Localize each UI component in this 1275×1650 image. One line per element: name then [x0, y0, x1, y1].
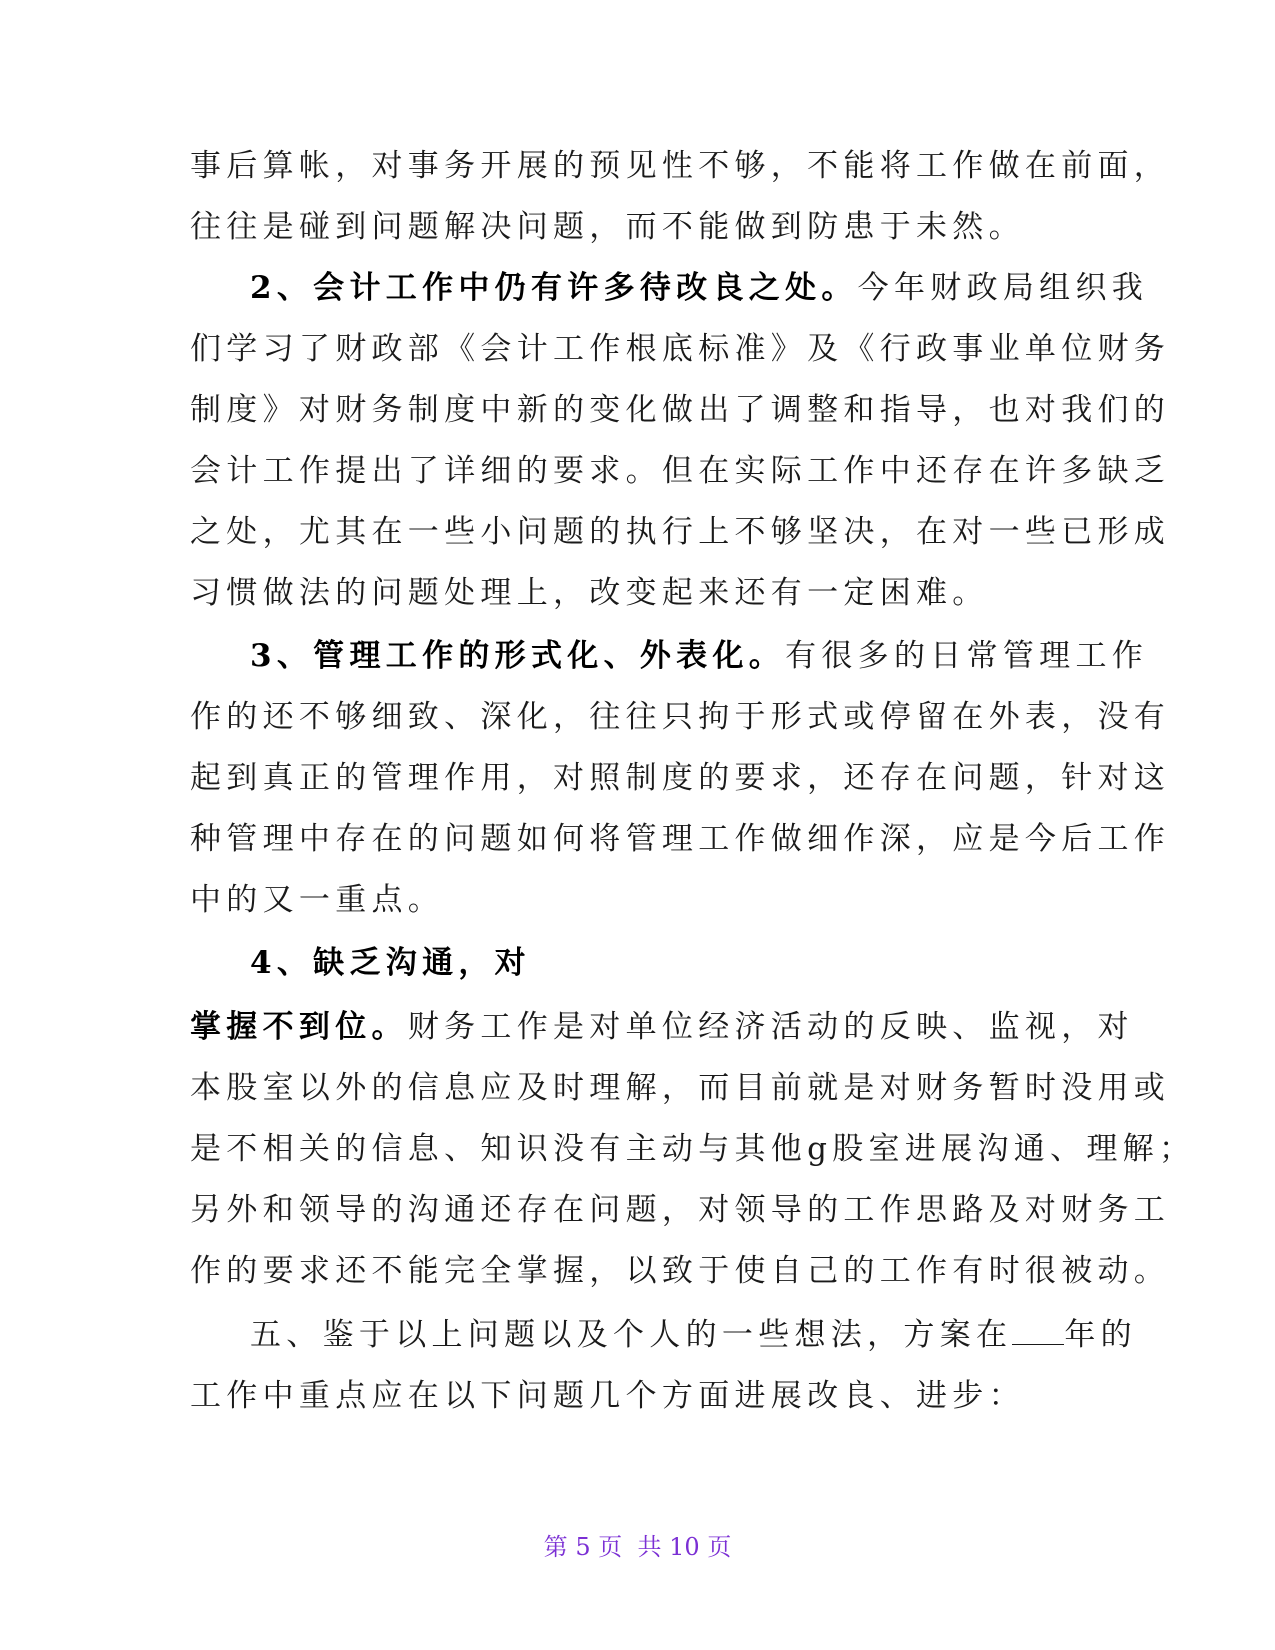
- footer-page-number: 5: [575, 1533, 591, 1561]
- paragraph-2-line-4: 会计工作提出了详细的要求。但在实际工作中还存在许多缺乏: [190, 453, 1171, 489]
- paragraph-3-line-3: 起到真正的管理作用，对照制度的要求，还存在问题，针对这: [190, 760, 1171, 796]
- paragraph-3-line-4: 种管理中存在的问题如何将管理工作做细作深，应是今后工作: [190, 821, 1171, 857]
- paragraph-5-line-1: [250, 1315, 1150, 1355]
- paragraph-3-heading: 3、管理工作的形式化、外表化。: [250, 638, 786, 674]
- paragraph-1-line-2: 往往是碰到问题解决问题，而不能做到防患于未然。: [190, 209, 1025, 245]
- paragraph-2-line-3: 制度》对财务制度中新的变化做出了调整和指导，也对我们的: [190, 392, 1171, 428]
- year-blank: [1012, 1318, 1064, 1345]
- page-footer: [0, 1532, 1275, 1562]
- paragraph-4-line-6: 作的要求还不能完全掌握，以致于使自己的工作有时很被动。: [190, 1253, 1171, 1289]
- paragraph-4-line-5: 另外和领导的沟通还存在问题，对领导的工作思路及对财务工: [190, 1192, 1171, 1228]
- paragraph-2-heading: 2、会计工作中仍有许多待改良之处。: [250, 270, 858, 306]
- paragraph-3-line-2: 作的还不够细致、深化，往往只拘于形式或停留在外表，没有: [190, 699, 1171, 735]
- paragraph-2-line-1: [250, 268, 1150, 308]
- paragraph-2-text: 今年财政局组织我: [857, 270, 1149, 306]
- paragraph-5-line-2: 工作中重点应在以下问题几个方面进展改良、进步：: [190, 1378, 1025, 1414]
- footer-prefix: 第: [543, 1533, 568, 1561]
- paragraph-4-line-2: [190, 1007, 1134, 1047]
- footer-middle: 页 共: [598, 1533, 662, 1561]
- paragraph-5-text-a: 五、鉴于以上问题以及个人的一些想法，方案在: [250, 1317, 1013, 1353]
- paragraph-2-line-2: 们学习了财政部《会计工作根底标准》及《行政事业单位财务: [190, 331, 1171, 367]
- paragraph-4-text: 财务工作是对单位经济活动的反映、监视，对: [407, 1009, 1134, 1045]
- paragraph-2-line-6: 习惯做法的问题处理上，改变起来还有一定困难。: [190, 575, 989, 611]
- paragraph-2-line-5: 之处，尤其在一些小问题的执行上不够坚决，在对一些已形成: [190, 514, 1171, 550]
- paragraph-4-heading-line-2: 掌握不到位。: [190, 1009, 408, 1045]
- footer-suffix: 页: [707, 1533, 732, 1561]
- paragraph-3-text: 有很多的日常管理工作: [785, 638, 1149, 674]
- paragraph-3-line-1: [250, 636, 1150, 676]
- paragraph-1-line-1: 事后算帐，对事务开展的预见性不够，不能将工作做在前面，: [190, 148, 1171, 184]
- paragraph-3-line-5: 中的又一重点。: [190, 882, 445, 918]
- footer-total-pages: 10: [669, 1533, 700, 1561]
- paragraph-4-line-4: 是不相关的信息、知识没有主动与其他g股室进展沟通、理解；: [190, 1131, 1196, 1167]
- paragraph-5-text-b: 年的: [1064, 1317, 1137, 1353]
- paragraph-4-line-3: 本股室以外的信息应及时理解，而目前就是对财务暂时没用或: [190, 1070, 1171, 1106]
- paragraph-4-heading-line-1: 4、缺乏沟通，对: [250, 945, 531, 981]
